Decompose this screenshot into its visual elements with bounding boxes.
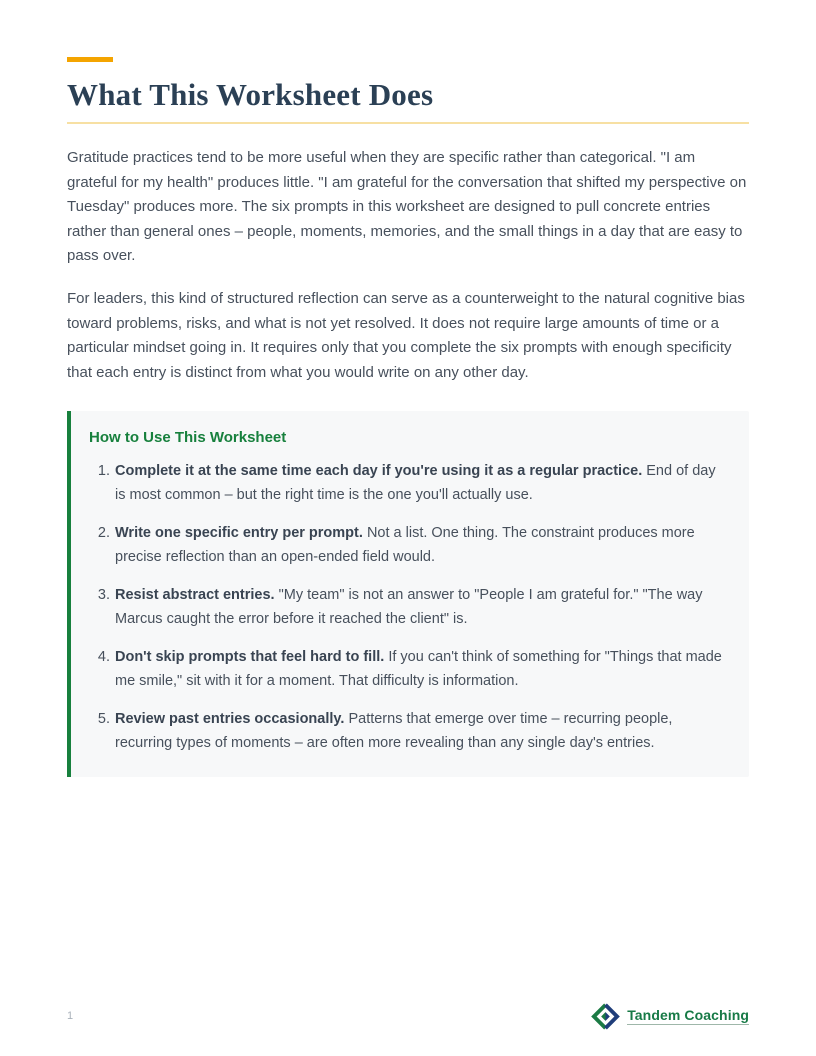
how-to-callout: [67, 411, 749, 777]
list-item-number: 2.: [97, 525, 110, 542]
list-item-text: [115, 522, 723, 569]
list-item-detail: End of day is most common – but the right time is the one you'll actually use.: [115, 463, 716, 503]
list-item-text: [115, 584, 723, 631]
list-item-detail: Patterns that emerge over time – recurring people, recurring types of moments – are often more revealing than any single day's entries.: [115, 711, 673, 751]
list-item: [89, 646, 723, 693]
list-item-lead: Resist abstract entries.: [115, 587, 275, 604]
list-item-number: 3.: [97, 587, 110, 604]
brand-name: Tandem Coaching: [627, 1007, 749, 1023]
list-item: [89, 584, 723, 631]
list-item-number: 5.: [97, 711, 110, 728]
list-item-detail: "My team" is not an answer to "People I am grateful for." "The way Marcus caught the error before it reached the client" is.: [115, 587, 703, 627]
list-item-detail: Not a list. One thing. The constraint produces more precise reflection than an open-ended field would.: [115, 525, 695, 565]
page-title: What This Worksheet Does: [67, 77, 434, 112]
callout-title: How to Use This Worksheet: [89, 429, 287, 447]
callout-list: [89, 460, 723, 755]
list-item-number: 1.: [97, 463, 110, 480]
accent-bar: [67, 57, 113, 62]
list-item-number: 4.: [97, 649, 110, 666]
list-item-detail: If you can't think of something for "Things that made me smile," sit with it for a moment. That difficulty is information.: [115, 649, 722, 689]
list-item-text: [115, 646, 723, 693]
brand-logo-link[interactable]: [591, 1002, 749, 1031]
list-item: [89, 708, 723, 755]
list-item-text: [115, 708, 723, 755]
intro-paragraph-2: For leaders, this kind of structured reflection can serve as a counterweight to the natural cognitive bias toward problems, risks, and what is not yet resolved. It does not require large amounts of time or a particular mindset going in. It requires only that you complete the six prompts with enough specificity that each entry is distinct from what you would write on any other day.: [67, 289, 745, 381]
page-number: 1: [67, 1010, 74, 1022]
intro-paragraph-1: Gratitude practices tend to be more useful when they are specific rather than categorical. "I am grateful for my health" produces little. "I am grateful for the conversation that shifted my perspective on Tuesday" produces more. The six prompts in this worksheet are designed to pull concrete entries rather than general ones – people, moments, memories, and the small things in a day that are easy to pass over.: [67, 149, 747, 265]
list-item: [89, 460, 723, 507]
tandem-diamond-icon: [591, 1002, 620, 1031]
list-item-lead: Write one specific entry per prompt.: [115, 525, 363, 542]
list-item-lead: Review past entries occasionally.: [115, 711, 345, 728]
list-item-text: [115, 460, 723, 507]
page-footer: [67, 1000, 749, 1032]
list-item-lead: Don't skip prompts that feel hard to fill.: [115, 649, 385, 666]
title-rule: [67, 122, 749, 124]
list-item: [89, 522, 723, 569]
list-item-lead: Complete it at the same time each day if you're using it as a regular practice.: [115, 463, 643, 480]
